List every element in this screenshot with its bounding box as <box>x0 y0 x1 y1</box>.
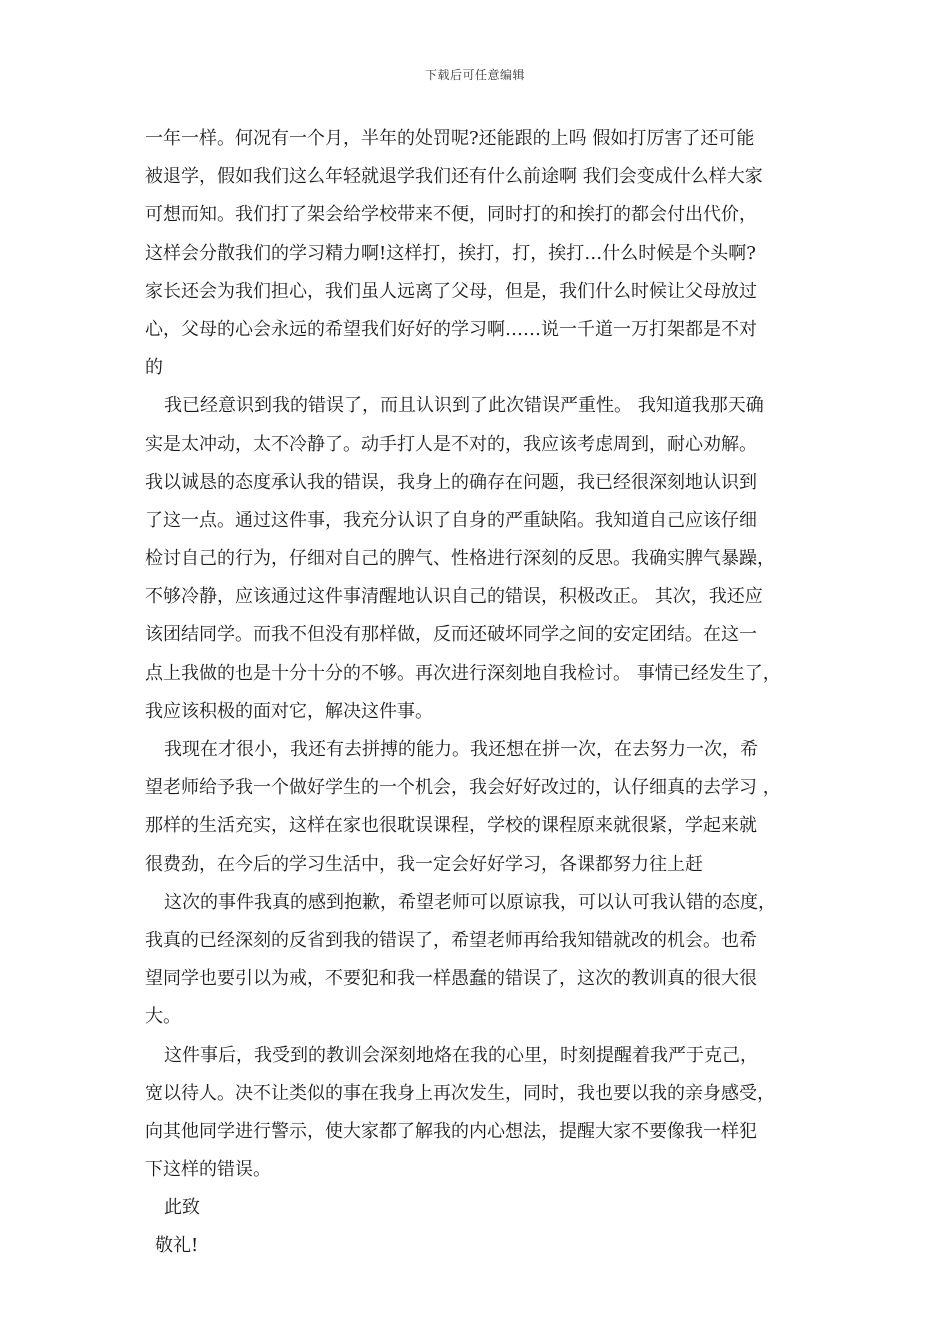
text-line: 望老师给予我一个做好学生的一个机会，我会好好改过的，认仔细真的去学习 ， <box>145 777 781 799</box>
salutation: 此致 <box>164 1197 200 1219</box>
text-line: 很费劲，在今后的学习生活中，我一定会好好学习，各课都努力往上赶 <box>145 853 703 875</box>
text-line: 该团结同学。而我不但没有那样做，反而还破坏同学之间的安定团结。在这一 <box>145 624 757 646</box>
text-line: 向其他同学进行警示，使大家都了解我的内心想法，提醒大家不要像我一样犯 <box>145 1120 757 1142</box>
text-line: 我已经意识到我的错误了，而且认识到了此次错误严重性。 我知道我那天确 <box>164 395 764 417</box>
text-line: 家长还会为我们担心，我们虽人远离了父母，但是，我们什么时候让父母放过 <box>145 280 757 302</box>
text-line: 这次的事件我真的感到抱歉，希望老师可以原谅我，可以认可我认错的态度， <box>164 891 776 913</box>
text-line: 望同学也要引以为戒，不要犯和我一样愚蠢的错误了，这次的教训真的很大很 <box>145 968 757 990</box>
text-line: 可想而知。我们打了架会给学校带来不便，同时打的和挨打的都会付出代价， <box>145 204 757 226</box>
text-line: 一年一样。何况有一个月，半年的处罚呢?还能跟的上吗 假如打厉害了还可能 <box>145 128 755 149</box>
document-body <box>145 120 817 1266</box>
text-line: 这样会分散我们的学习精力啊!这样打，挨打，打，挨打…什么时候是个头啊? <box>145 242 756 264</box>
text-line: 不够冷静，应该通过这件事清醒地认识自己的错误，积极改正。 其次，我还应 <box>145 586 763 608</box>
text-line: 实是太冲动，太不冷静了。动手打人是不对的，我应该考虑周到，耐心劝解。 <box>145 433 757 455</box>
text-line: 我以诚恳的态度承认我的错误，我身上的确存在问题，我已经很深刻地认识到 <box>145 471 757 493</box>
text-line: 我真的已经深刻的反省到我的错误了，希望老师再给我知错就改的机会。也希 <box>145 929 757 951</box>
text-line: 心，父母的心会永远的希望我们好好的学习啊……说一千道一万打架都是不对 <box>145 318 757 340</box>
text-line: 宽以待人。决不让类似的事在我身上再次发生，同时，我也要以我的亲身感受， <box>145 1082 775 1104</box>
text-line: 了这一点。通过这件事，我充分认识了自身的严重缺陷。我知道自己应该仔细 <box>145 509 757 531</box>
text-line: 被退学，假如我们这么年轻就退学我们还有什么前途啊 我们会变成什么样大家 <box>145 166 763 188</box>
page-header: 下载后可任意编辑 <box>424 68 525 82</box>
text-line: 那样的生活充实，这样在家也很耽误课程，学校的课程原来就很紧，学起来就 <box>145 815 757 837</box>
text-line: 大。 <box>145 1006 181 1028</box>
text-line: 的 <box>145 357 163 379</box>
text-line: 点上我做的也是十分十分的不够。再次进行深刻地自我检讨。 事情已经发生了， <box>145 662 781 684</box>
text-line: 检讨自己的行为，仔细对自己的脾气、性格进行深刻的反思。我确实脾气暴躁， <box>145 548 775 570</box>
text-line: 我现在才很小，我还有去拼搏的能力。我还想在拼一次，在去努力一次，希 <box>164 739 758 760</box>
closing: 敬礼! <box>155 1235 199 1257</box>
text-line: 我应该积极的面对它，解决这件事。 <box>145 700 433 722</box>
text-line: 这件事后，我受到的教训会深刻地烙在我的心里，时刻提醒着我严于克己， <box>164 1044 758 1066</box>
text-line: 下这样的错误。 <box>145 1159 271 1181</box>
